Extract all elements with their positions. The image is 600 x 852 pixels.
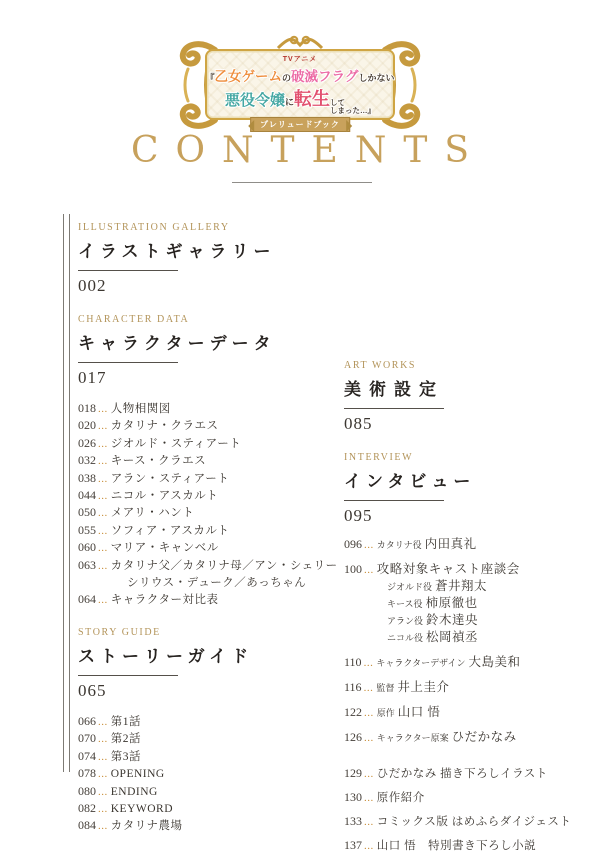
section-character-data [78,314,340,609]
entry-title: マリア・キャンベル [110,542,219,555]
entry-title: 山口 悟 特別書き下ろし小説 [376,840,537,852]
entry-title: 第1話 [110,715,141,728]
entry-title: カタリナ父／カタリナ母／アン・シェリー [110,559,338,572]
additional-contents-list [344,764,586,852]
logo-text-segment: 乙女ゲーム [214,69,282,84]
toc-entry [344,764,586,782]
toc-entry [78,783,340,800]
toc-entry [78,557,340,592]
logo-text-segment: の [282,73,292,83]
section-page-number: 095 [344,506,373,525]
entry-title: 井上圭介 [397,680,450,694]
toc-entry-subline [344,612,586,629]
entry-page-number: 018 [78,401,96,415]
page-title: CONTENTS [130,130,487,171]
section-page-number: 002 [78,276,107,295]
toc-entry [78,539,340,556]
interview-list [344,534,586,746]
logo-text-segment: して しまった…』 [330,98,376,115]
entry-title: 大島美和 [468,655,521,669]
entry-page-number: 100 [344,562,362,576]
entry-page-number: 122 [344,705,362,719]
toc-entry-subline [78,574,340,591]
logo-text-segment: 転生 [294,89,331,109]
leader-dots: ... [364,840,374,852]
entry-page-number: 026 [78,435,96,450]
entry-page-number: 078 [78,766,96,781]
entry-title: ひだかなみ 描き下ろしイラスト [376,768,548,780]
entry-page-number: 116 [344,680,362,694]
logo-tv-anime-label: TVアニメ [282,56,318,63]
ribbon-banner: プレリュードブック [250,117,350,132]
toc-entry-subline [344,629,586,646]
toc-entry [78,487,340,504]
toc-entry [78,470,340,487]
logo-title-line1 [207,65,393,85]
leader-dots: ... [98,490,108,503]
toc-entry [344,788,586,806]
entry-title: カタリナ・クラエス [110,420,219,433]
left-double-rule [63,214,70,772]
toc-entry [344,534,586,553]
entry-title: ソフィア・アスカルト [110,524,230,537]
entry-page-number: 066 [78,713,96,728]
entry-page-number: 032 [78,453,96,468]
logo-parchment [205,49,395,120]
entry-role-label: ニコル役 [387,633,424,643]
leader-dots: ... [98,542,108,555]
toc-entry [344,836,586,852]
entry-title: ひだかなみ [451,730,517,744]
character-data-list [78,400,340,609]
leader-dots: ... [98,472,108,485]
toc-entry [78,748,340,765]
left-column [78,222,340,852]
entry-title: 蒼井翔太 [435,579,488,593]
entry-page-number: 096 [344,537,362,551]
entry-title: 第3話 [110,750,141,763]
section-rule [344,500,444,501]
leader-dots: ... [364,816,374,828]
entry-title: 鈴木達央 [426,613,479,627]
entry-title: 原作紹介 [376,792,425,804]
section-rule [78,362,178,363]
entry-page-number: 064 [78,592,96,607]
entry-page-number: 130 [344,790,362,804]
leader-dots: ... [363,657,374,669]
section-title: 美術設定 [344,380,444,399]
logo-text-segment: に [285,97,295,107]
section-label: ILLUSTRATION GALLERY [78,222,230,233]
entry-role-label: カタリナ役 [376,540,422,550]
entry-page-number: 063 [78,557,96,572]
entry-title: 攻略対象キャスト座談会 [376,562,520,576]
entry-page-number: 133 [344,814,362,828]
leader-dots: ... [363,682,374,694]
entry-title: カタリナ農場 [110,820,183,833]
section-label: ART WORKS [344,360,417,371]
toc-entry [78,417,340,434]
entry-title: 人物相関図 [110,403,171,415]
entry-title: 松岡禎丞 [426,630,479,644]
story-guide-list [78,713,340,835]
section-page-number: 065 [78,680,107,700]
toc-entry [344,652,586,671]
toc-entry [78,504,340,521]
entry-title: ENDING [110,785,158,798]
entry-title: コミックス版 はめふらダイジェスト [376,816,572,828]
logo-text-segment: 悪役令嬢 [224,92,285,109]
toc-entry [78,591,340,608]
entry-title: キャラクター対比表 [110,594,219,607]
entry-page-number: 055 [78,522,96,537]
toc-entry [344,677,586,696]
leader-dots: ... [98,785,108,798]
leader-dots: ... [364,792,374,804]
entry-page-number: 137 [344,838,362,852]
section-interview [344,452,586,746]
leader-dots: ... [98,420,108,433]
entry-page-number: 074 [78,748,96,763]
title-underline [232,182,372,183]
entry-role-label: 原作 [376,708,395,718]
leader-dots: ... [98,507,108,520]
logo-text-segment: しかない [358,73,395,83]
section-rule [78,270,178,271]
leader-dots: ... [98,559,108,572]
entry-title: ジオルド・スティアート [110,437,242,450]
section-illustration-gallery [78,222,340,296]
entry-page-number: 038 [78,470,96,485]
entry-page-number: 082 [78,800,96,815]
entry-page-number: 110 [344,655,362,669]
section-page-number: 017 [78,368,107,387]
entry-title: 山口 悟 [397,705,441,719]
entry-role-label: キャラクターデザイン [376,658,466,668]
toc-entry [78,522,340,539]
logo-text-segment: 破滅フラグ [291,69,359,84]
section-art-works [344,360,586,434]
entry-title: KEYWORD [110,802,174,815]
section-title: インタビュー [344,472,476,491]
toc-entry [78,817,340,834]
entry-page-number: 020 [78,418,96,433]
leader-dots: ... [98,524,108,537]
entry-title: メアリ・ハント [110,507,195,520]
entry-title: キース・クラエス [110,455,207,468]
section-rule [78,675,178,676]
section-page-number: 085 [344,414,373,433]
entry-page-number: 084 [78,818,96,833]
section-title: キャラクターデータ [78,334,276,353]
entry-page-number: 060 [78,540,96,555]
section-rule [344,408,444,409]
toc-entry [78,730,340,747]
toc-entry [78,400,340,417]
leader-dots: ... [364,732,374,744]
leader-dots: ... [98,594,108,607]
section-label: STORY GUIDE [78,626,161,638]
section-additional-contents [344,764,586,852]
leader-dots: ... [98,733,108,746]
leader-dots: ... [98,437,108,450]
leader-dots: ... [98,802,108,815]
book-logo [175,34,425,137]
leader-dots: ... [364,768,374,780]
leader-dots: ... [98,715,108,728]
entry-role-label: ジオルド役 [387,582,433,592]
section-title: イラストギャラリー [78,242,276,261]
entry-page-number: 080 [78,783,96,798]
entry-title: 内田真礼 [424,537,477,551]
toc-entry [344,702,586,721]
section-story-guide [78,627,340,835]
toc-entry-subline [344,595,586,612]
toc-entry [344,727,586,746]
entry-page-number: 129 [344,766,362,780]
entry-title: シリウス・デューク／あっちゃん [127,577,307,590]
entry-title: 第2話 [110,733,141,746]
leader-dots: ... [98,768,108,781]
entry-page-number: 050 [78,505,96,520]
toc-entry [78,452,340,469]
section-title: ストーリーガイド [78,646,254,666]
toc-entry [344,559,586,646]
entry-role-label: アラン役 [387,616,424,626]
toc-entry-subline [344,578,586,595]
right-column [344,360,586,852]
entry-title: アラン・スティアート [110,472,230,485]
toc-entry [344,812,586,830]
logo-title-line2 [207,85,393,115]
entry-title: ニコル・アスカルト [110,490,219,503]
entry-role-label: キャラクター原案 [376,733,449,743]
leader-dots: ... [364,564,374,576]
entry-page-number: 044 [78,488,96,503]
entry-role-label: キース役 [387,599,423,609]
toc-entry [78,800,340,817]
leader-dots: ... [98,455,108,468]
section-label: CHARACTER DATA [78,314,190,325]
entry-title: OPENING [110,768,165,781]
crest-icon [274,34,326,50]
entry-role-label: 監督 [376,683,395,693]
section-label: INTERVIEW [344,452,414,463]
entry-title: 柿原徹也 [425,596,478,610]
leader-dots: ... [98,820,108,833]
toc-entry [78,713,340,730]
leader-dots: ... [364,707,374,719]
logo-text-segment: 『 [205,73,215,83]
leader-dots: ... [98,750,108,763]
leader-dots: ... [364,539,374,551]
toc-entry [78,765,340,782]
entry-page-number: 070 [78,731,96,746]
entry-page-number: 126 [344,730,362,744]
toc-entry [78,435,340,452]
leader-dots: ... [98,403,108,415]
